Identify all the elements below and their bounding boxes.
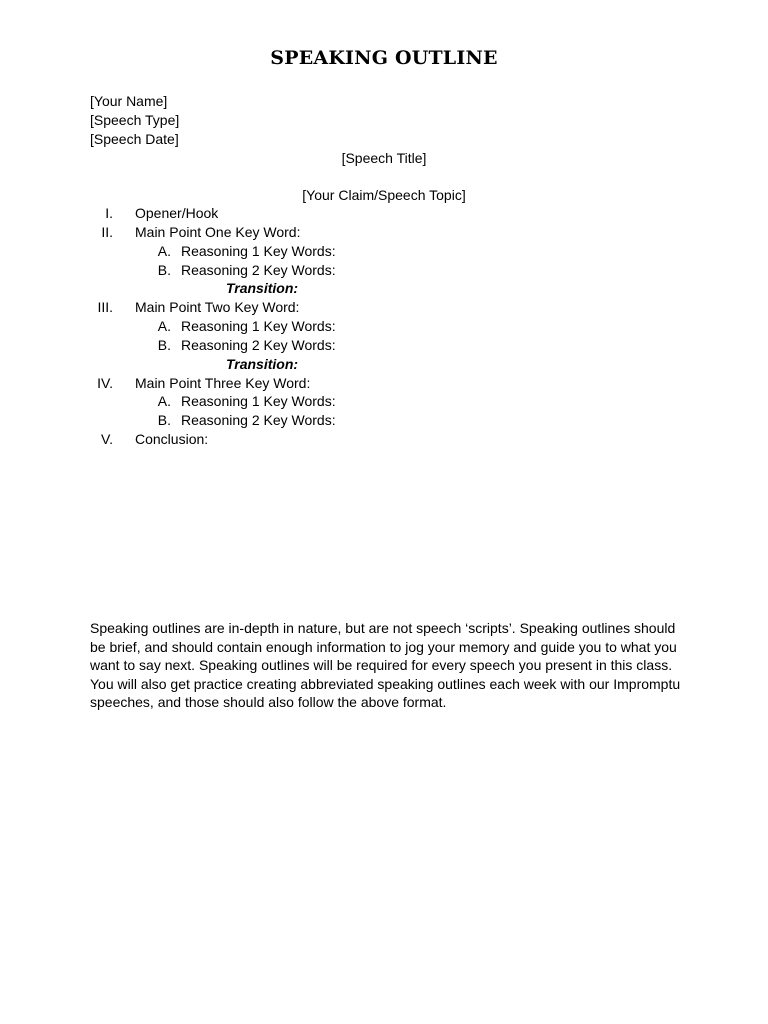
outline-subitem-text: Reasoning 2 Key Words:	[181, 412, 336, 429]
speech-date: [Speech Date]	[90, 131, 179, 147]
outline-item-text: Main Point Two Key Word:	[135, 299, 300, 316]
explanation-paragraph: Speaking outlines are in-depth in nature, but are not speech ‘scripts’. Speaking outlines should be brief, and should contain enough information to jog your memory and guide you to what you want to say next. Speaking outlines will be required for every speech you present in this class. You will also get practice creating abbreviated speaking outlines each week with our Impromptu speeches, and those should also follow the above format.	[90, 620, 681, 711]
transition-label: Transition:	[225, 355, 299, 372]
outline-item-text: Main Point Three Key Word:	[135, 374, 311, 391]
outline-subitem-text: Reasoning 2 Key Words:	[181, 261, 336, 278]
outline-numeral: II.	[101, 223, 113, 240]
outline-letter: B.	[157, 336, 171, 353]
outline-subitem	[0, 242, 768, 261]
outline-numeral: IV.	[97, 374, 113, 391]
speaker-name: [Your Name]	[90, 93, 168, 109]
outline-letter: B.	[157, 412, 171, 429]
transition-label: Transition:	[225, 280, 299, 297]
outline-item-text: Conclusion:	[135, 431, 209, 448]
outline-letter: B.	[157, 261, 171, 278]
outline-numeral: III.	[97, 299, 113, 316]
outline-subitem-text: Reasoning 2 Key Words:	[181, 336, 336, 353]
speech-title: [Speech Title]	[341, 150, 427, 166]
speech-outline	[0, 204, 768, 449]
outline-subitem-text: Reasoning 1 Key Words:	[181, 393, 336, 410]
outline-letter: A.	[157, 318, 171, 335]
outline-numeral: V.	[101, 431, 113, 448]
outline-subitem	[0, 411, 768, 430]
speech-type: [Speech Type]	[90, 112, 180, 128]
outline-subitem	[0, 336, 768, 355]
document-title: SPEAKING OUTLINE	[270, 47, 498, 69]
outline-item-conclusion	[0, 430, 768, 449]
outline-letter: A.	[157, 393, 171, 410]
outline-subitem	[0, 261, 768, 280]
outline-subitem-text: Reasoning 1 Key Words:	[181, 318, 336, 335]
outline-subitem	[0, 317, 768, 336]
outline-item-text: Main Point One Key Word:	[135, 223, 301, 240]
outline-transition	[0, 355, 768, 374]
outline-subitem	[0, 392, 768, 411]
outline-item-main-point-two	[0, 298, 768, 317]
outline-item-opener	[0, 204, 768, 223]
outline-item-text: Opener/Hook	[135, 205, 219, 221]
outline-subitem-text: Reasoning 1 Key Words:	[181, 242, 336, 259]
outline-transition	[0, 279, 768, 298]
outline-letter: A.	[157, 242, 171, 259]
outline-item-main-point-three	[0, 374, 768, 393]
speaker-info	[90, 92, 179, 149]
outline-numeral: I.	[105, 205, 113, 221]
outline-item-main-point-one	[0, 223, 768, 242]
speech-claim: [Your Claim/Speech Topic]	[302, 187, 466, 203]
